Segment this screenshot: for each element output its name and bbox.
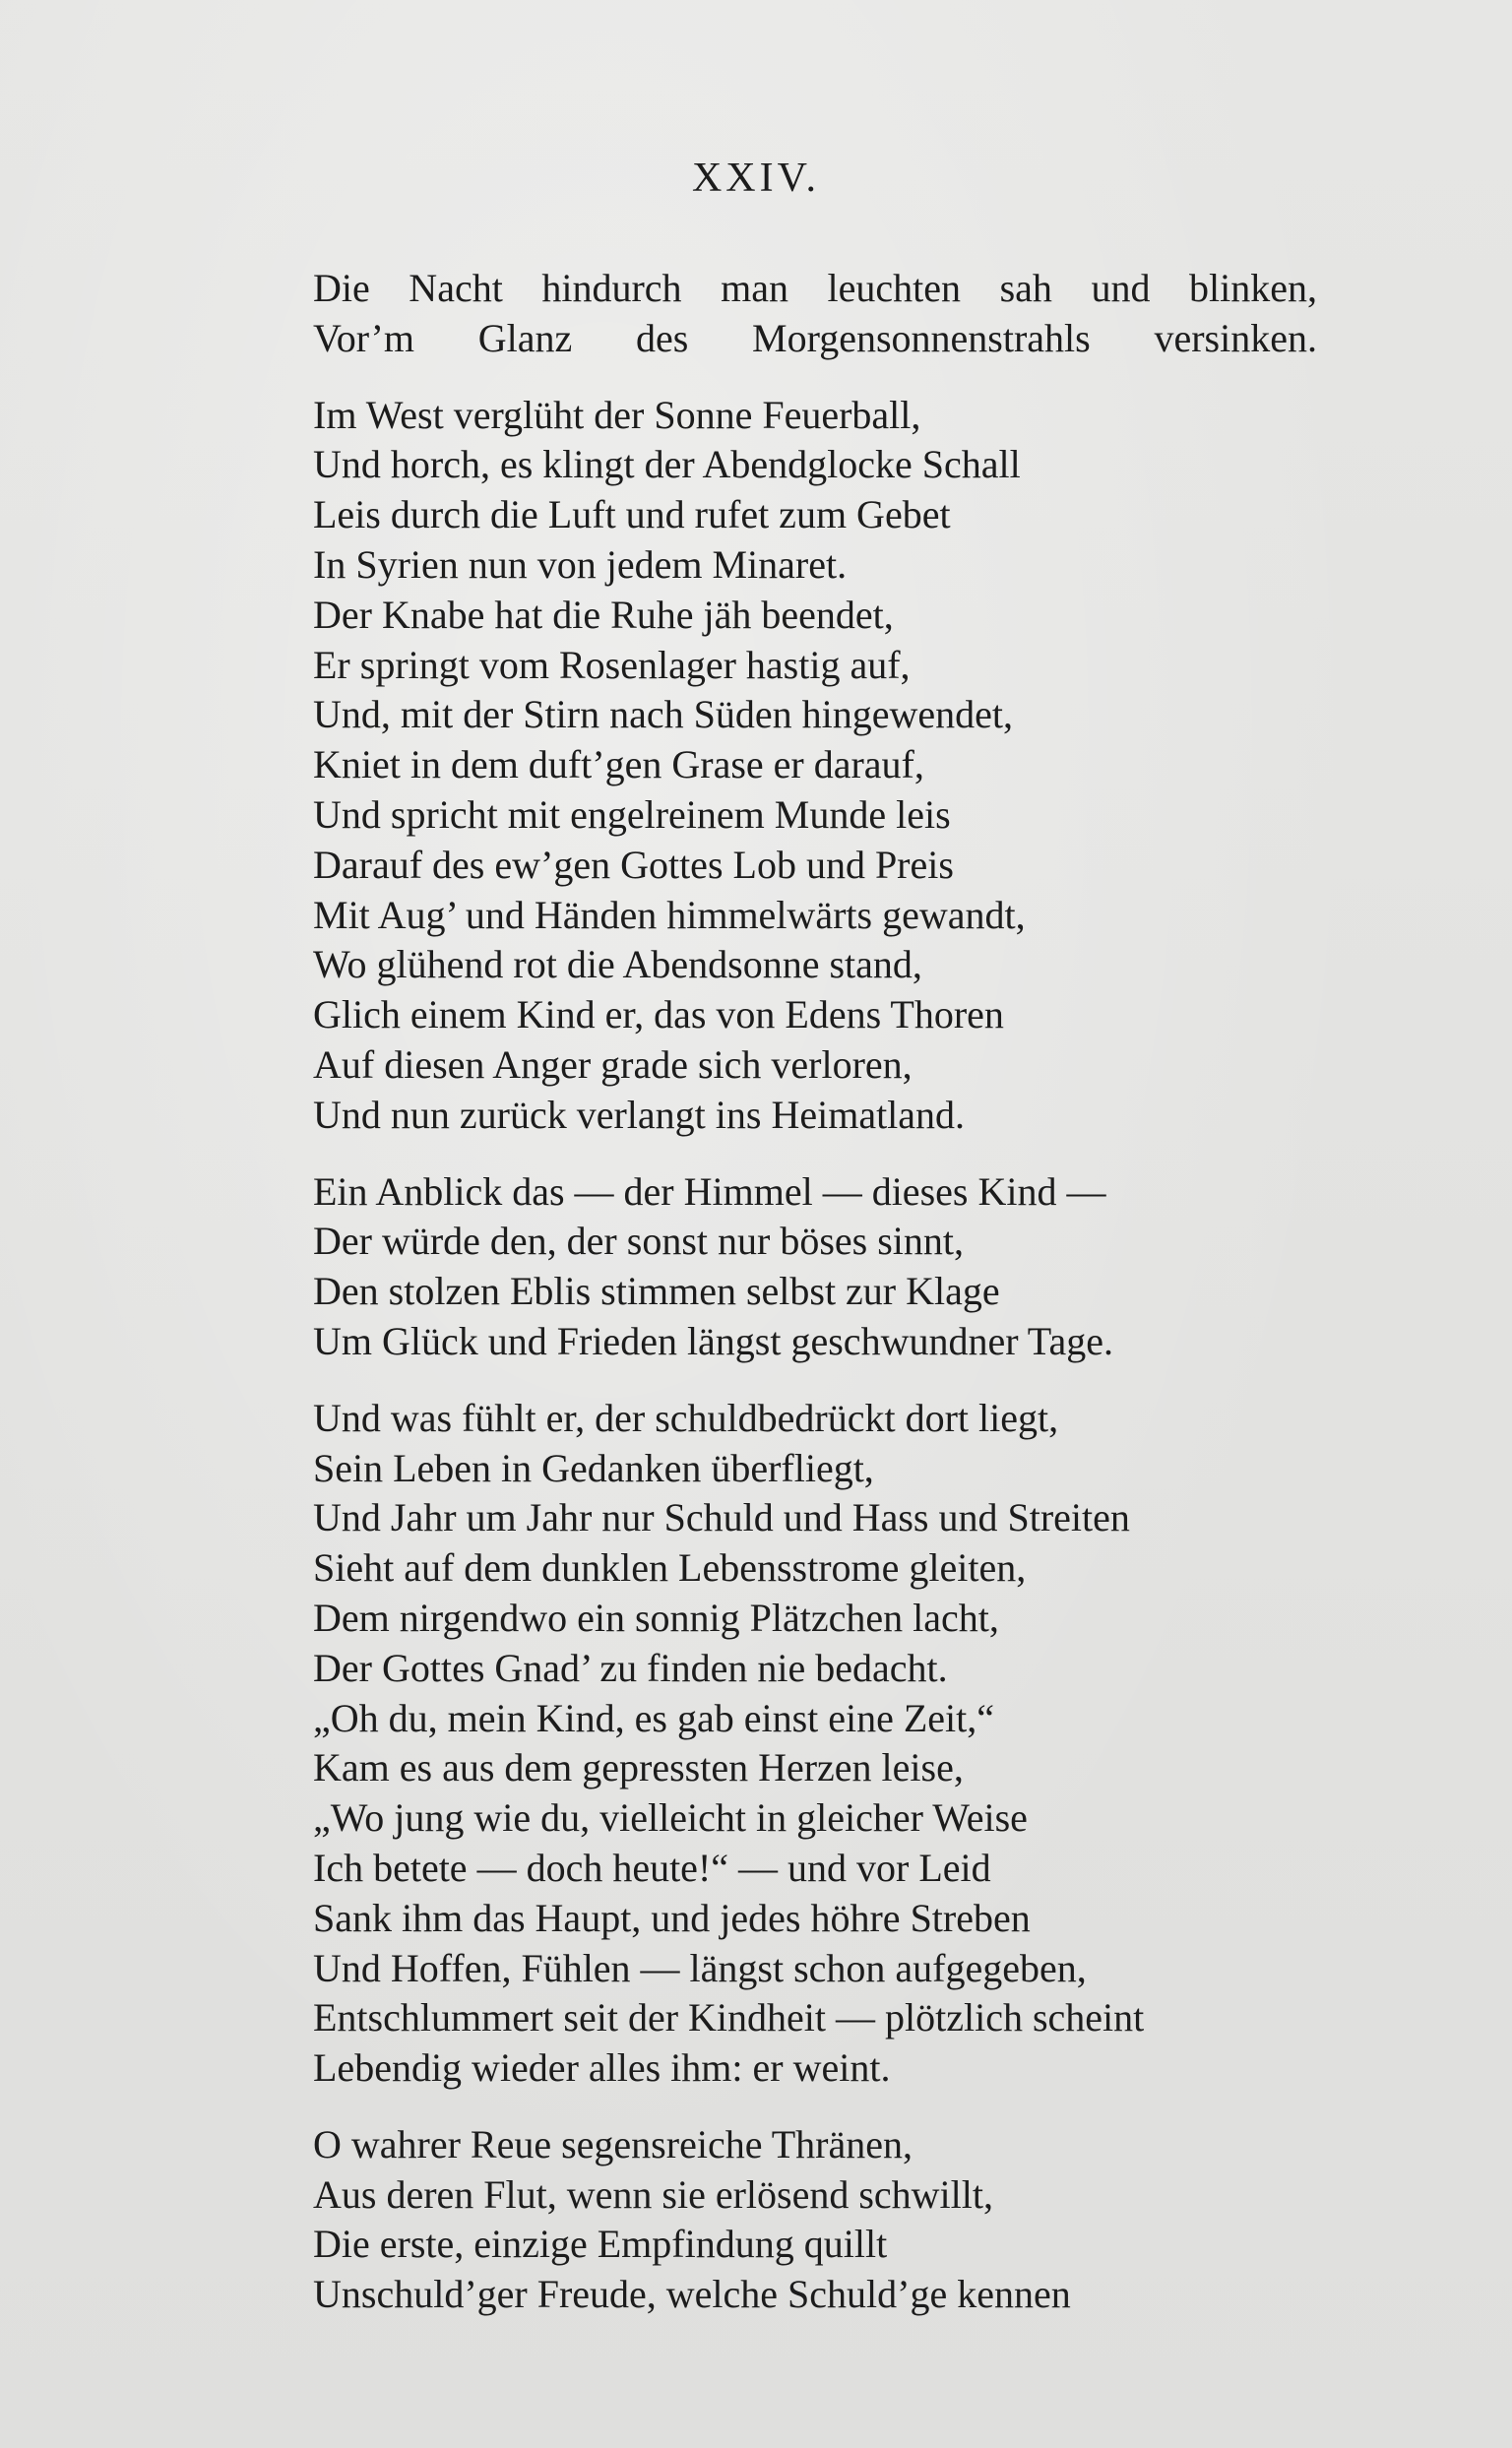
poem-line: Um Glück und Frieden längst geschwundner Tage. (313, 1318, 1113, 1363)
stanza (313, 264, 1317, 364)
poem-line: Und was fühlt er, der schuldbedrückt dort liegt, (313, 1395, 1059, 1440)
poem-line: Und Jahr um Jahr nur Schuld und Hass und Streiten (313, 1495, 1130, 1540)
poem-line: O wahrer Reue segensreiche Thränen, (313, 2121, 913, 2166)
poem-line: Sein Leben in Gedanken überfliegt, (313, 1445, 874, 1490)
poem-line: Im West verglüht der Sonne Feuerball, (313, 392, 921, 437)
poem-line: Der Knabe hat die Ruhe jäh beendet, (313, 592, 894, 637)
stanza (313, 1167, 1317, 1367)
poem-body (313, 264, 1317, 2320)
poem-line: Der Gottes Gnad’ zu finden nie bedacht. (313, 1645, 948, 1690)
poem-line: Die erste, einzige Empfindung quillt (313, 2222, 888, 2267)
poem-line: Und Hoffen, Fühlen — längst schon aufgegeben, (313, 1945, 1087, 1990)
chapter-heading: XXIV. (691, 156, 821, 201)
poem-line: Unschuld’ger Freude, welche Schuld’ge kennen (313, 2272, 1071, 2317)
poem-line: Glich einem Kind er, das von Edens Thoren (313, 992, 1004, 1037)
stanza (313, 1394, 1317, 2094)
poem-line: „Oh du, mein Kind, es gab einst eine Zeit,“ (313, 1695, 995, 1740)
poem-line: Den stolzen Eblis stimmen selbst zur Klage (313, 1269, 1000, 1314)
poem-line: Sieht auf dem dunklen Lebensstrome gleiten, (313, 1545, 1027, 1591)
poem-line: Die Nacht hindurch man leuchten sah und blinken, (313, 266, 1317, 310)
poem-line: Entschlummert seit der Kindheit — plötzlich scheint (313, 1995, 1145, 2040)
poem-line: Ein Anblick das — der Himmel — dieses Kind — (313, 1168, 1106, 1214)
poem-line: Er springt vom Rosenlager hastig auf, (313, 642, 911, 687)
poem-line: Vor’m Glanz des Morgensonnenstrahls versinken. (313, 315, 1317, 360)
poem-line: In Syrien nun von jedem Minaret. (313, 541, 848, 587)
poem-line: Mit Aug’ und Händen himmelwärts gewandt, (313, 892, 1026, 937)
poem-line: Lebendig wieder alles ihm: er weint. (313, 2045, 891, 2091)
poem-line: Kniet in dem duft’gen Grase er darauf, (313, 742, 924, 787)
poem-line: Und horch, es klingt der Abendglocke Schall (313, 442, 1021, 487)
poem-line: Ich betete — doch heute!“ — und vor Leid (313, 1845, 991, 1890)
poem-line: Wo glühend rot die Abendsonne stand, (313, 942, 922, 987)
poem-line: Und spricht mit engelreinem Munde leis (313, 791, 951, 837)
poem-line: Dem nirgendwo ein sonnig Plätzchen lacht, (313, 1595, 999, 1640)
poem-line: Kam es aus dem gepressten Herzen leise, (313, 1745, 964, 1790)
stanza (313, 391, 1317, 1141)
poem-line: Aus deren Flut, wenn sie erlösend schwillt, (313, 2171, 993, 2217)
poem-line: Auf diesen Anger grade sich verloren, (313, 1041, 913, 1087)
poem-line: Sank ihm das Haupt, und jedes höhre Streben (313, 1895, 1031, 1940)
stanza (313, 2120, 1317, 2320)
poem-line: Und, mit der Stirn nach Süden hingewendet, (313, 692, 1013, 737)
poem-line: Leis durch die Luft und rufet zum Gebet (313, 492, 951, 537)
poem-line: Der würde den, der sonst nur böses sinnt, (313, 1219, 964, 1264)
poem-line: Und nun zurück verlangt ins Heimatland. (313, 1092, 966, 1137)
poem-line: Darauf des ew’gen Gottes Lob und Preis (313, 842, 954, 887)
poem-line: „Wo jung wie du, vielleicht in gleicher Weise (313, 1795, 1028, 1841)
